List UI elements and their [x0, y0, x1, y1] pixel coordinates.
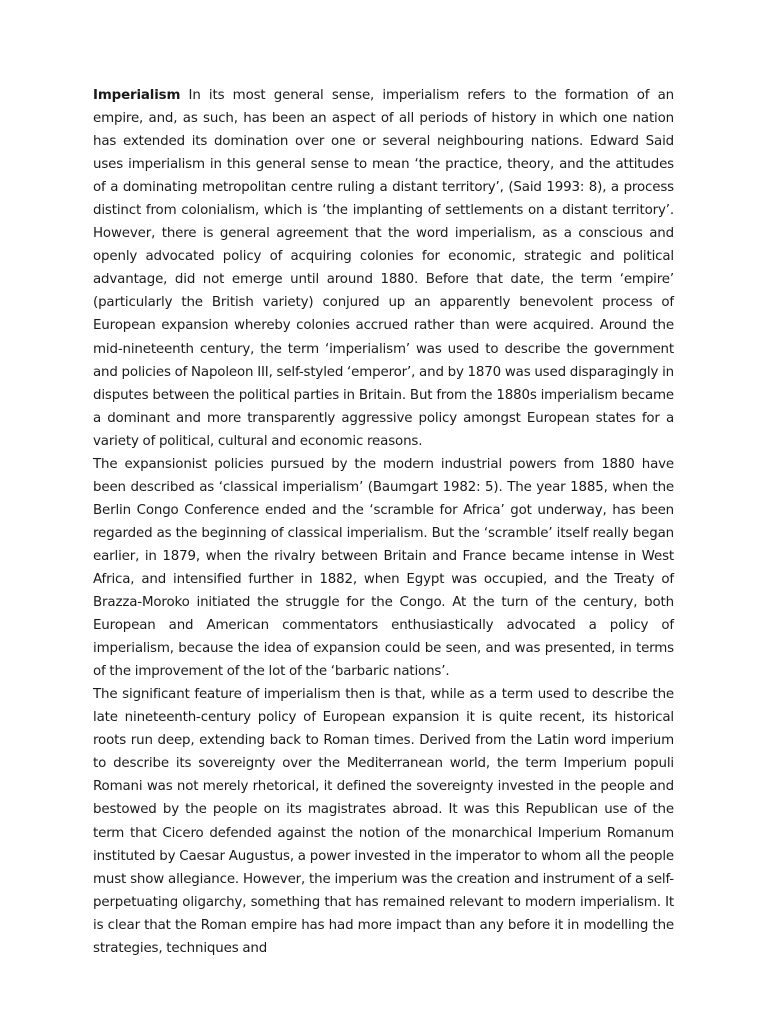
document-body: [93, 84, 674, 960]
paragraph-text: The expansionist policies pursued by the modern industrial powers from 1880 have been described as ‘classical imperialism’ (Baumgart 1982: 5). The year 1885, when the Berlin Congo Conference ended and the ‘scramble for Africa’ got underway, has been regarded as the beginning of classical imperialism. But the ‘scramble’ itself really began earlier, in 1879, when the rivalry between Britain and France became intense in West Africa, and intensified further in 1882, when Egypt was occupied, and the Treaty of Brazza-Moroko initiated the struggle for the Congo. At the turn of the century, both European and American commentators enthusiastically advocated a policy of imperialism, because the idea of expansion could be seen, and was presented, in terms of the improvement of the lot of the ‘barbaric nations’.: [93, 456, 674, 680]
paragraph-classical-imperialism: [93, 453, 674, 683]
paragraph-text: In its most general sense, imperialism refers to the formation of an empire, and, as such, has been an aspect of all periods of history in which one nation has extended its domination over one or several neighbouring nations. Edward Said uses imperialism in this general sense to mean ‘the practice, theory, and the attitudes of a dominating metropolitan centre ruling a distant territory’, (Said 1993: 8), a process distinct from colonialism, which is ‘the implanting of settlements on a distant territory’. However, there is general agreement that the word imperialism, as a conscious and openly advocated policy of acquiring colonies for economic, strategic and political advantage, did not emerge until around 1880. Before that date, the term ‘empire’ (particularly the British variety) conjured up an apparently benevolent process of European expansion whereby colonies accrued rather than were acquired. Around the mid-nineteenth century, the term ‘imperialism’ was used to describe the government and policies of Napoleon III, self-styled ‘emperor’, and by 1870 was used disparagingly in disputes between the political parties in Britain. But from the 1880s imperialism became a dominant and more transparently aggressive policy amongst European states for a variety of political, cultural and economic reasons.: [93, 88, 674, 449]
paragraph-text: The significant feature of imperialism then is that, while as a term used to describe the late nineteenth-century policy of European expansion it is quite recent, its historical roots run deep, extending back to Roman times. Derived from the Latin word imperium to describe its sovereignty over the Mediterranean world, the term Imperium populi Romani was not merely rhetorical, it defined the sovereignty invested in the people and bestowed by the people on its magistrates abroad. It was this Republican use of the term that Cicero defended against the notion of the monarchical Imperium Romanum instituted by Caesar Augustus, a power invested in the imperator to whom all the people must show allegiance. However, the imperium was the creation and instrument of a self-perpetuating oligarchy, something that has remained relevant to modern imperialism. It is clear that the Roman empire has had more impact than any before it in modelling the strategies, techniques and: [93, 687, 674, 956]
paragraph-imperialism-definition: [93, 84, 674, 453]
paragraph-historical-roots: [93, 683, 674, 960]
entry-term: Imperialism: [93, 88, 181, 103]
